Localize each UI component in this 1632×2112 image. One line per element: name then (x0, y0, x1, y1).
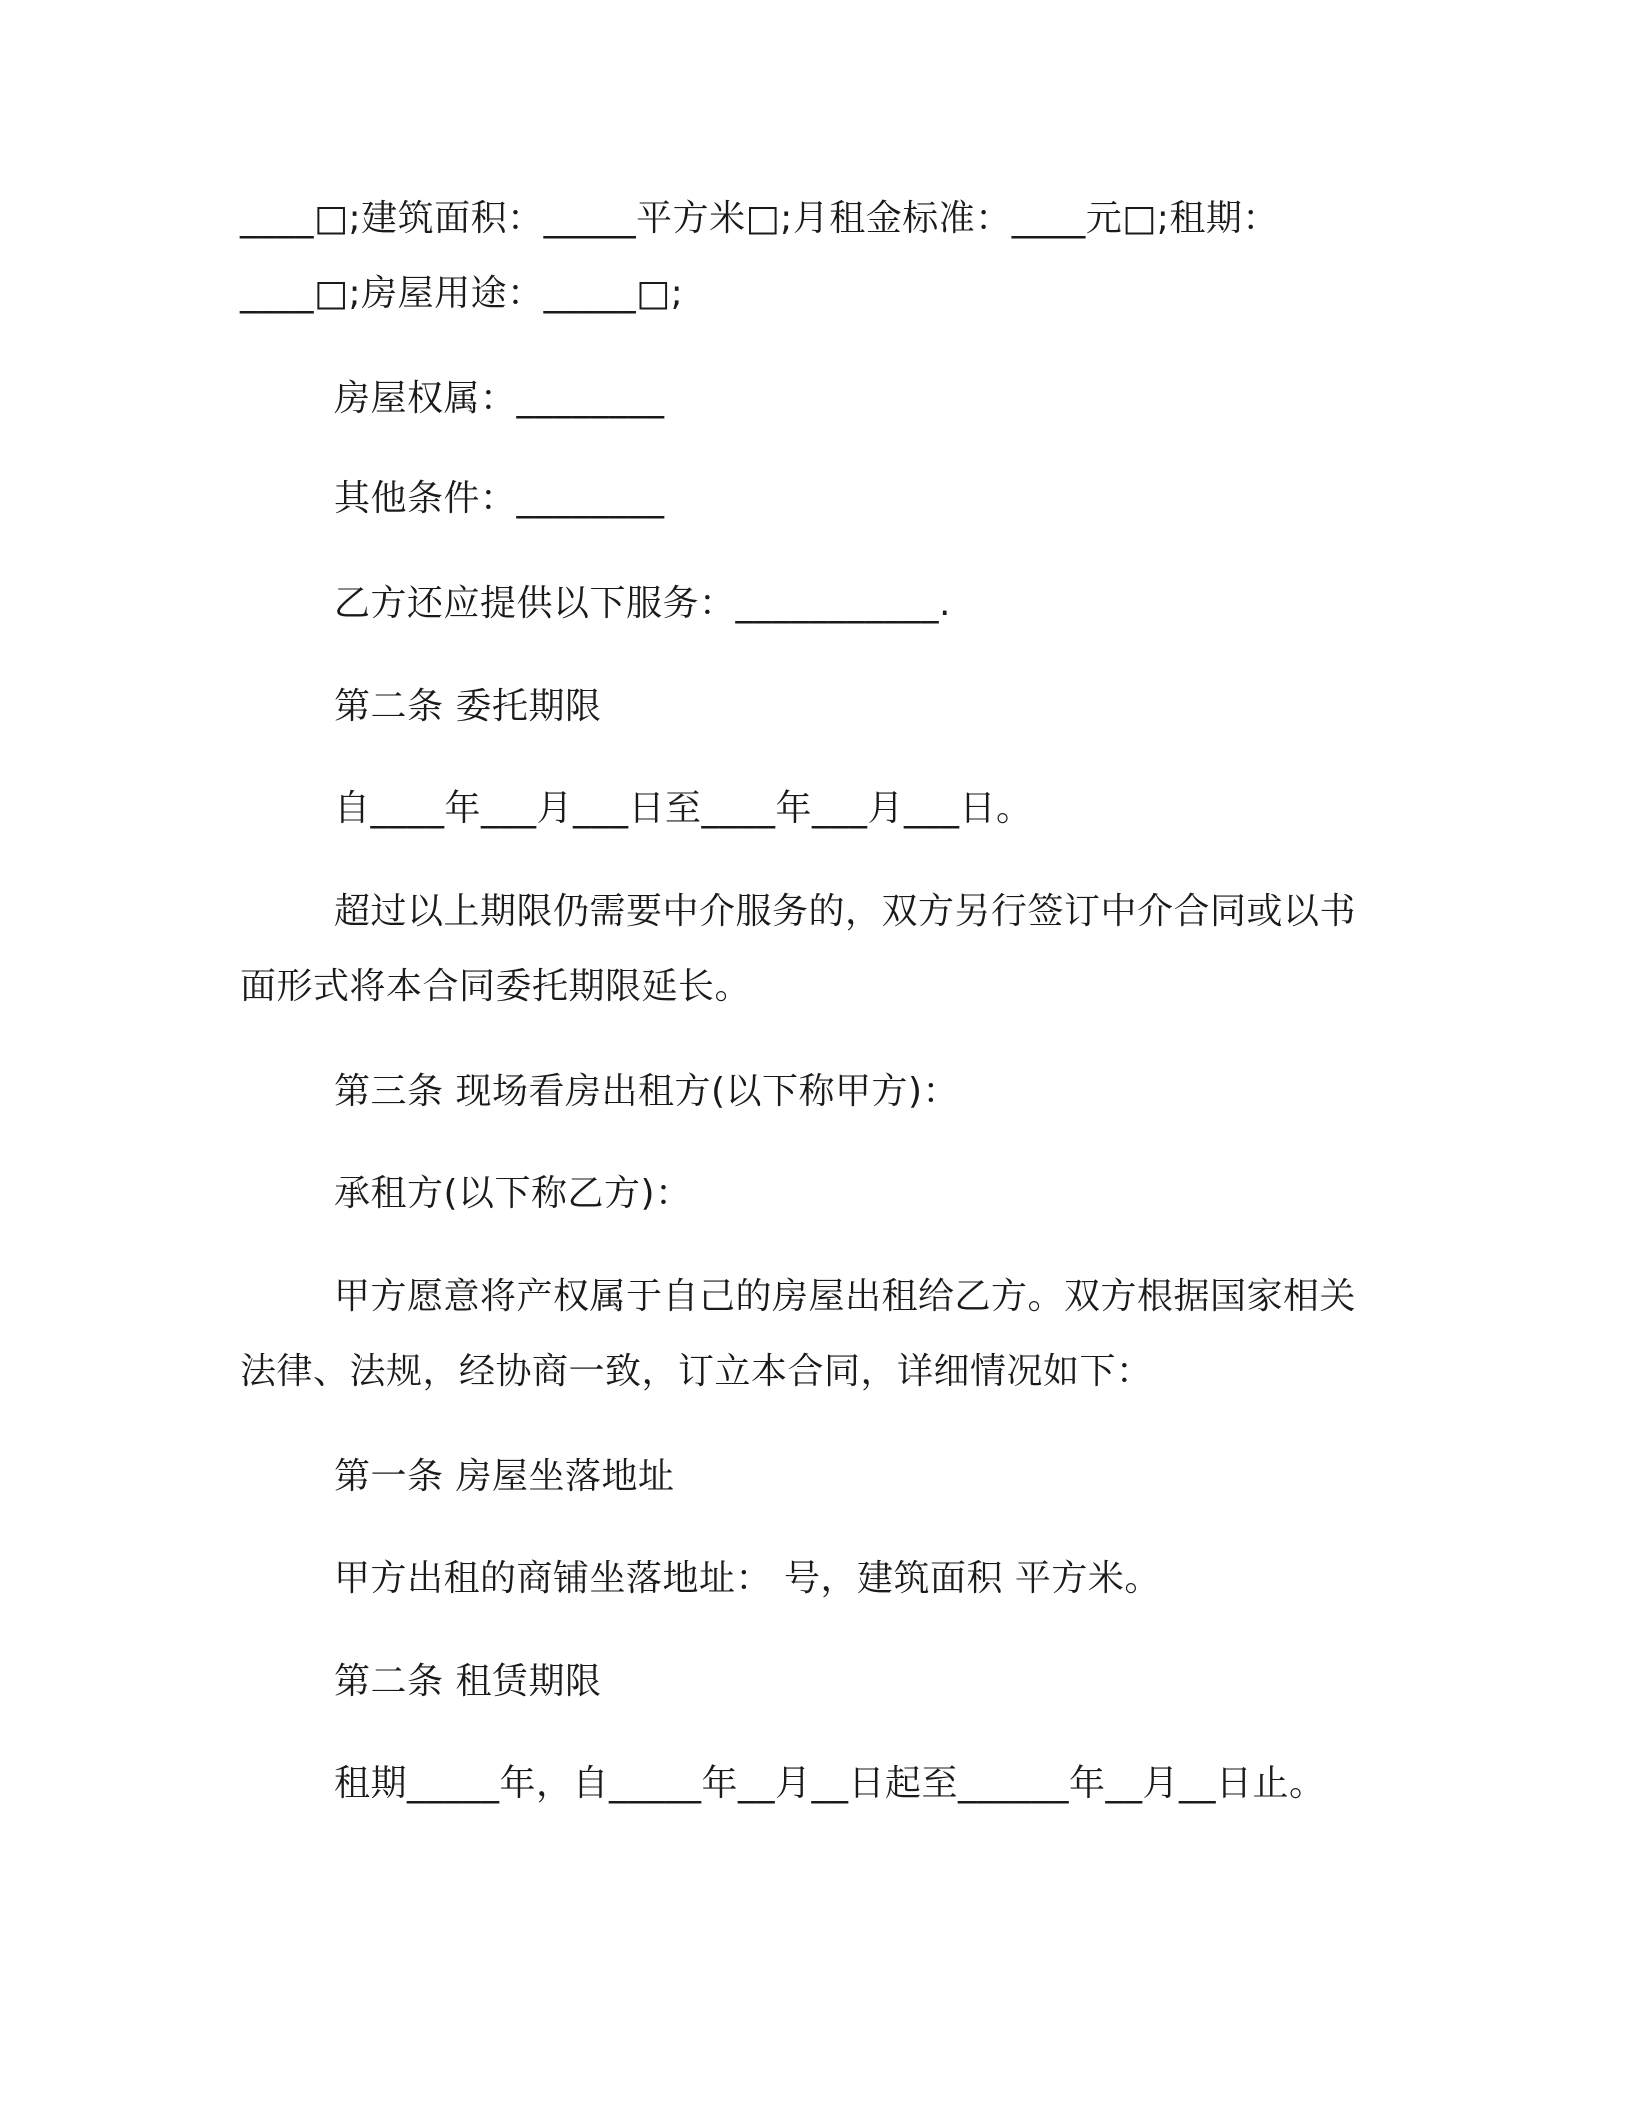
section-heading-lessor: 第三条 现场看房出租方(以下称甲方)： (334, 1071, 960, 1112)
section-heading-lease-term: 第二条 租赁期限 (334, 1661, 602, 1702)
entrust-period-dates: 自____年___月___日至____年___月___日。 (334, 788, 1033, 829)
paragraph-agreement-line-1: 甲方愿意将产权属于自己的房屋出租给乙方。双方根据国家相关 (334, 1276, 1357, 1317)
section-heading-entrust-period: 第二条 委托期限 (334, 686, 602, 727)
lease-term-dates: 租期_____年，自_____年__月__日起至______年__月__日止。 (334, 1763, 1326, 1804)
lessee-line: 承租方(以下称乙方)： (334, 1173, 692, 1214)
section-heading-address: 第一条 房屋坐落地址 (334, 1456, 675, 1497)
services-line: 乙方还应提供以下服务：___________. (334, 583, 951, 624)
paragraph-agreement-line-2: 法律、法规，经协商一致，订立本合同，详细情况如下： (240, 1351, 1153, 1392)
property-info-line-2: ____□;房屋用途：_____□; (240, 273, 684, 314)
ownership-line: 房屋权属：________ (334, 378, 665, 419)
paragraph-extension-line-2: 面形式将本合同委托期限延长。 (240, 966, 752, 1007)
paragraph-extension-line-1: 超过以上期限仍需要中介服务的，双方另行签订中介合同或以书 (334, 891, 1357, 932)
shop-address-line: 甲方出租的商铺坐落地址： 号，建筑面积 平方米。 (334, 1558, 1161, 1599)
other-conditions-line: 其他条件：________ (334, 478, 665, 519)
property-info-line-1: ____□;建筑面积：_____平方米□;月租金标准：____元□;租期： (240, 198, 1279, 239)
